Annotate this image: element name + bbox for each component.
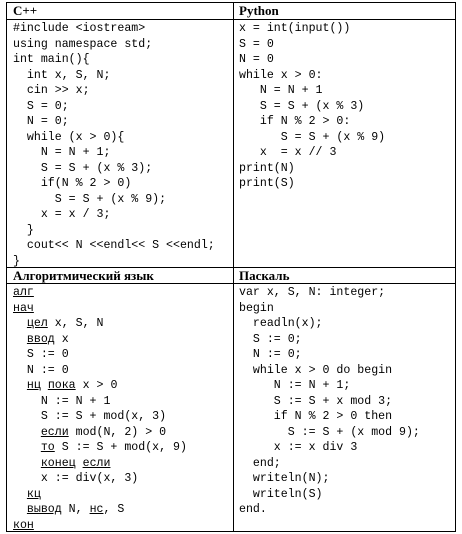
code-line: cin >> x; xyxy=(13,84,90,97)
code-line: N = 0; xyxy=(13,115,69,128)
code-line: S := 0; xyxy=(239,332,302,346)
code-line: N = N + 1 xyxy=(239,84,323,97)
code-line: begin xyxy=(239,301,274,315)
code-line xyxy=(13,456,187,472)
keyword: цел xyxy=(26,317,48,330)
code-line: while x > 0 do begin xyxy=(239,363,393,377)
code-line: cout<< N <<endl<< S <<endl; xyxy=(13,239,215,252)
code-text xyxy=(76,457,83,470)
code-line: readln(x); xyxy=(239,317,323,330)
code-line: S := S + (x mod 9); xyxy=(239,425,420,439)
code-text: S := S + mod(x, 9) xyxy=(54,441,187,454)
cpp-code-block xyxy=(13,21,215,269)
keyword: кц xyxy=(26,487,41,501)
code-text: x > 0 xyxy=(75,379,118,392)
code-line xyxy=(13,301,187,317)
code-line: x = x // 3 xyxy=(239,146,337,159)
python-code-block xyxy=(239,21,385,192)
code-line xyxy=(13,502,187,518)
pascal-code-block xyxy=(239,285,420,518)
cpp-title: C++ xyxy=(13,3,38,18)
code-line: S := S + x mod 3; xyxy=(239,394,393,408)
code-line: var x, S, N: integer; xyxy=(239,286,386,299)
code-line xyxy=(13,378,187,394)
code-line: } xyxy=(13,223,34,237)
keyword: нач xyxy=(13,301,34,315)
code-line: if N % 2 > 0 then xyxy=(239,410,393,423)
keyword: кон xyxy=(13,518,34,532)
keyword: вывод xyxy=(26,503,62,516)
code-text: N, xyxy=(61,503,90,516)
keyword: то xyxy=(40,441,55,454)
code-table xyxy=(6,2,456,532)
code-line xyxy=(13,316,187,332)
code-line: using namespace std; xyxy=(13,37,153,51)
code-line xyxy=(13,425,187,441)
code-line: S = 0; xyxy=(13,99,69,113)
code-text: N := N + 1 xyxy=(13,394,111,408)
code-text xyxy=(13,317,27,330)
code-line xyxy=(13,487,187,503)
code-line xyxy=(13,347,187,363)
code-line: S = S + (x % 9); xyxy=(13,192,167,206)
code-line: while x > 0: xyxy=(239,68,323,82)
keyword: алг xyxy=(13,286,34,299)
code-line xyxy=(13,285,187,301)
code-text xyxy=(41,379,48,392)
code-text xyxy=(13,379,27,392)
keyword: пока xyxy=(47,379,76,392)
pascal-title: Паскаль xyxy=(239,268,290,283)
code-line: print(S) xyxy=(239,177,295,190)
code-line: print(N) xyxy=(239,161,295,175)
code-line: while (x > 0){ xyxy=(13,130,125,144)
keyword: конец xyxy=(40,456,76,470)
code-line xyxy=(13,363,187,379)
code-text xyxy=(13,457,41,470)
code-text: x, S, N xyxy=(47,317,104,330)
code-text: S := 0 xyxy=(13,348,69,361)
code-line: x = x / 3; xyxy=(13,208,111,221)
code-text xyxy=(13,503,27,516)
code-line: if N % 2 > 0: xyxy=(239,115,351,128)
code-line xyxy=(13,518,187,534)
code-line: x := x div 3 xyxy=(239,441,358,454)
code-text: x xyxy=(54,332,69,346)
code-line: #include <iostream> xyxy=(13,22,146,35)
code-line: writeln(N); xyxy=(239,472,330,485)
code-line xyxy=(13,440,187,456)
code-line: S = S + (x % 9) xyxy=(239,130,386,144)
code-line xyxy=(13,471,187,487)
code-line: int main(){ xyxy=(13,53,90,66)
code-line: N = 0 xyxy=(239,53,274,66)
code-line: S = 0 xyxy=(239,37,274,51)
python-title: Python xyxy=(239,3,279,18)
header-divider-top xyxy=(7,19,455,20)
code-text: x := div(x, 3) xyxy=(13,472,139,485)
code-line: N = N + 1; xyxy=(13,146,111,159)
code-line: N := N + 1; xyxy=(239,379,351,392)
code-line: if(N % 2 > 0) xyxy=(13,177,132,190)
code-line: writeln(S) xyxy=(239,487,323,501)
code-text: N := 0 xyxy=(13,363,69,377)
code-line: end. xyxy=(239,503,267,516)
code-text xyxy=(13,426,41,439)
code-text xyxy=(13,488,27,501)
code-line xyxy=(13,394,187,410)
algo-code-block xyxy=(13,285,187,533)
code-line: } xyxy=(13,254,20,268)
keyword: нц xyxy=(26,379,41,392)
keyword: ввод xyxy=(26,332,55,346)
code-line: int x, S, N; xyxy=(13,68,111,82)
code-line: x = int(input()) xyxy=(239,22,351,35)
code-text: mod(N, 2) > 0 xyxy=(68,425,167,439)
code-line xyxy=(13,332,187,348)
algo-title: Алгоритмический язык xyxy=(13,268,154,283)
code-text xyxy=(13,333,27,346)
code-line xyxy=(13,409,187,425)
keyword: если xyxy=(82,456,111,470)
keyword: нс xyxy=(89,503,104,516)
code-line: N := 0; xyxy=(239,348,302,361)
keyword: если xyxy=(40,425,69,439)
code-line: end; xyxy=(239,456,281,470)
code-text: , S xyxy=(103,503,125,516)
code-text xyxy=(13,441,41,454)
code-text: S := S + mod(x, 3) xyxy=(13,410,167,423)
code-line: S = S + (x % 3); xyxy=(13,161,153,175)
code-line: S = S + (x % 3) xyxy=(239,99,365,113)
